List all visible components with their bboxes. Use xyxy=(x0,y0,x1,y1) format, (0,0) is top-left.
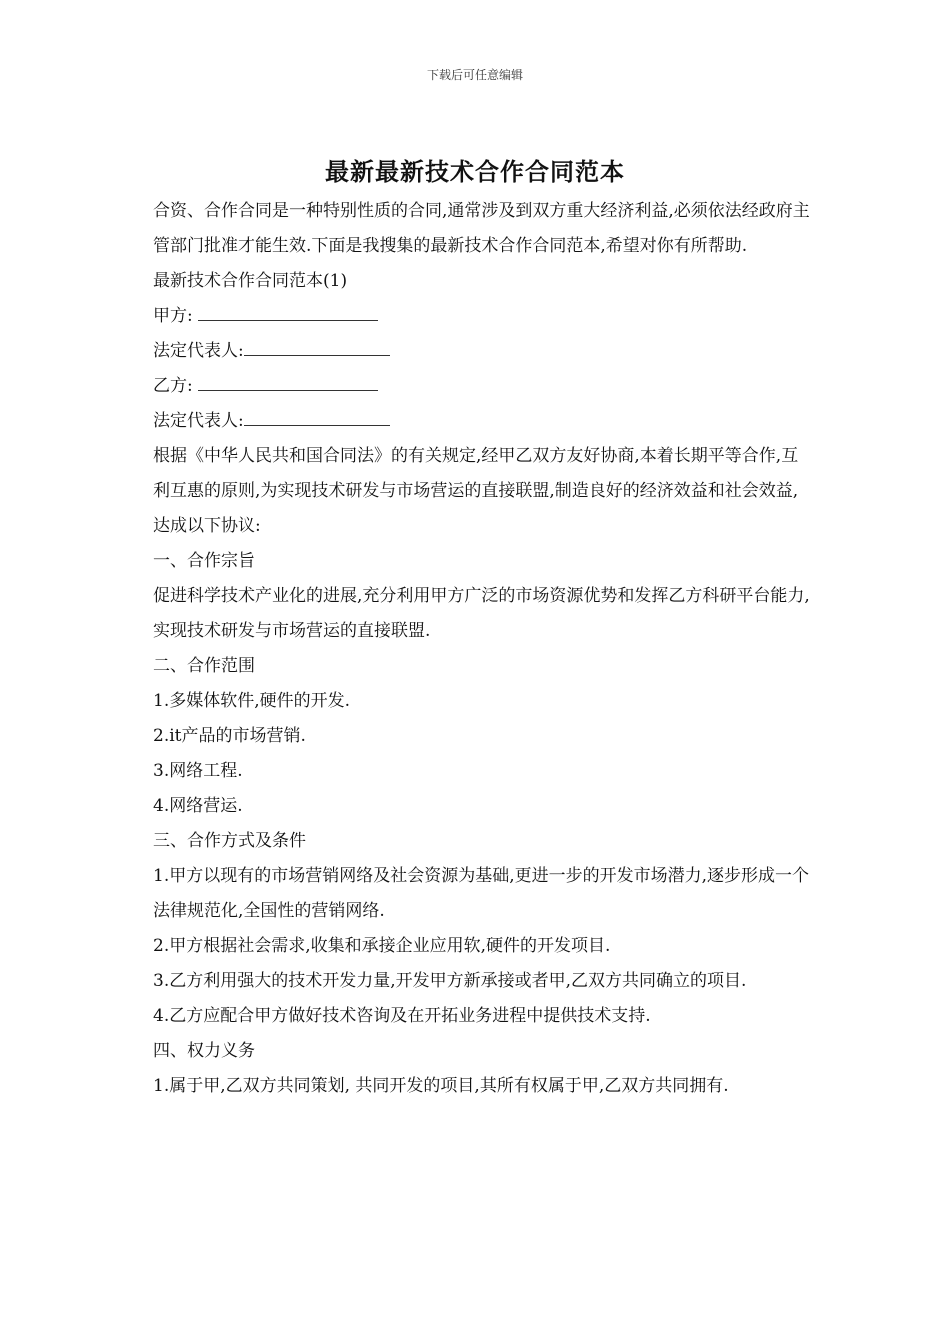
section-item: 1.属于甲,乙双方共同策划, 共同开发的项目,其所有权属于甲,乙双方共同拥有. xyxy=(153,1076,729,1096)
section-heading: 二、合作范围 xyxy=(153,656,255,676)
document-title: 最新最新技术合作合同范本 xyxy=(325,157,625,186)
agreement-intro: 根据《中华人民共和国合同法》的有关规定,经甲乙双方友好协商,本着长期平等合作,互利互惠的原则,为实现技术研发与市场营运的直接联盟,制造良好的经济效益和社会效益,达成以下协议: xyxy=(153,446,799,536)
intro-paragraph: 合资、合作合同是一种特别性质的合同,通常涉及到双方重大经济利益,必须依法经政府主管部门批准才能生效.下面是我搜集的最新技术合作合同范本,希望对你有所帮助. xyxy=(153,201,810,256)
section-heading: 四、权力义务 xyxy=(153,1041,255,1061)
section-item: 3.乙方利用强大的技术开发力量,开发甲方新承接或者甲,乙双方共同确立的项目. xyxy=(153,971,747,991)
party-b-label: 乙方: xyxy=(153,376,193,396)
section-item: 2.it产品的市场营销. xyxy=(153,726,306,746)
party-b-field xyxy=(143,369,811,404)
header-note: 下载后可任意编辑 xyxy=(426,68,523,82)
sample-heading: 最新技术合作合同范本(1) xyxy=(153,271,348,291)
section-item: 4.网络营运. xyxy=(153,796,243,816)
party-a-field xyxy=(143,299,811,334)
party-a-blank xyxy=(198,304,378,321)
legal-rep-a-field xyxy=(143,334,811,369)
section-heading: 一、合作宗旨 xyxy=(153,551,255,571)
party-a-label: 甲方: xyxy=(153,306,193,326)
section-item: 1.甲方以现有的市场营销网络及社会资源为基础,更进一步的开发市场潜力,逐步形成一个法律规范化,全国性的营销网络. xyxy=(153,866,810,921)
section-item: 1.多媒体软件,硬件的开发. xyxy=(153,691,351,711)
section-item: 3.网络工程. xyxy=(153,761,243,781)
legal-rep-b-field xyxy=(143,404,811,439)
section-item: 4.乙方应配合甲方做好技术咨询及在开拓业务进程中提供技术支持. xyxy=(153,1006,651,1026)
legal-rep-b-label: 法定代表人: xyxy=(153,411,244,431)
legal-rep-a-blank xyxy=(244,339,390,356)
legal-rep-a-label: 法定代表人: xyxy=(153,341,244,361)
legal-rep-b-blank xyxy=(244,409,390,426)
document-body xyxy=(143,194,811,1104)
section-item: 2.甲方根据社会需求,收集和承接企业应用软,硬件的开发项目. xyxy=(153,936,611,956)
party-b-blank xyxy=(198,374,378,391)
section-item: 促进科学技术产业化的进展,充分利用甲方广泛的市场资源优势和发挥乙方科研平台能力,实现技术研发与市场营运的直接联盟. xyxy=(153,586,810,641)
section-heading: 三、合作方式及条件 xyxy=(153,831,306,851)
